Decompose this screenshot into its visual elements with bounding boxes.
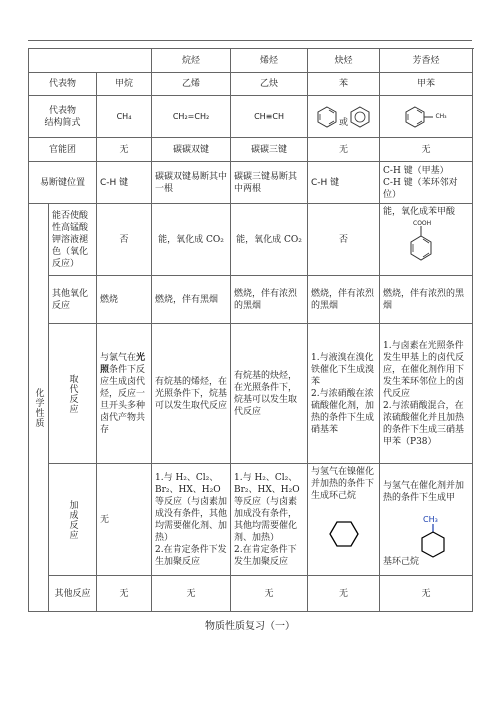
label-substitution — [49, 324, 97, 464]
substitution-label-text: 取代反应 — [67, 373, 78, 414]
cell-add-benzene — [308, 464, 380, 576]
label-formula: 代表物 结构简式 — [29, 96, 97, 138]
cell-bond-alkyne: 碳碳三键易断其中两根 — [231, 162, 308, 204]
cell-other-toluene: 无 — [380, 576, 473, 612]
label-bond-break: 易断键位置 — [29, 162, 97, 204]
cell-other-alkyne: 无 — [231, 576, 308, 612]
header-alkyne: 炔烃 — [308, 49, 380, 73]
add-toluene-tail: 基环己烷 — [383, 556, 420, 567]
header-alkene: 烯烃 — [231, 49, 308, 73]
cell-add-toluene — [380, 464, 473, 576]
cell-bond-alkene: 碳碳双键易断其中一根 — [152, 162, 231, 204]
cell-add-alkane: 无 — [97, 464, 152, 576]
cell-formula-alkyne: CH≡CH — [231, 96, 308, 138]
cell-rep-alkane: 甲烷 — [97, 73, 152, 96]
cell-sub-alkene: 有烷基的烯烃，在光照条件下，烷基可以发生取代反应 — [152, 324, 231, 464]
cell-kmno4-alkene: 能，氧化成 CO₂ — [152, 204, 231, 276]
cell-add-alkyne: 1.与 H₂、Cl₂、Br₂、HX、H₂O 等反应（与卤素加成没有条件，其他均需要催化剂、加热） 2.在肯定条件下发生加聚反应 — [231, 464, 308, 576]
or-text: 或 — [339, 117, 349, 128]
row-kmno4 — [29, 204, 473, 276]
cell-rep-benzene: 苯 — [308, 73, 380, 96]
cell-kmno4-toluene — [380, 204, 473, 276]
cell-formula-benzene — [308, 96, 380, 138]
cell-rep-alkyne: 乙炔 — [231, 73, 308, 96]
cell-kmno4-alkane: 否 — [97, 204, 152, 276]
cell-formula-alkane: CH₄ — [97, 96, 152, 138]
benzene-ring-icon — [349, 105, 371, 129]
label-chemical-properties — [29, 204, 49, 612]
cell-add-alkene: 1.与 H₂、Cl₂、Br₂、HX、H₂O 等反应（与卤素加成没有条件，其他均需要催化剂、加热） 2.在肯定条件下发生加聚反应 — [152, 464, 231, 576]
row-substitution — [29, 324, 473, 464]
row-addition — [29, 464, 473, 576]
cell-ox-alkyne: 燃烧，伴有浓烈的黑烟 — [231, 276, 308, 324]
label-representative: 代表物 — [29, 73, 97, 96]
comparison-table — [28, 48, 473, 612]
row-representative — [29, 73, 473, 96]
header-aromatic: 芳香烃 — [380, 49, 473, 73]
label-functional: 官能团 — [29, 138, 97, 162]
methyl-label: CH₃ — [423, 514, 438, 524]
cell-rep-alkene: 乙烯 — [152, 73, 231, 96]
toluene-icon — [405, 106, 435, 128]
benzene-kekule-icon — [316, 105, 338, 129]
addition-label-text: 加成反应 — [67, 499, 78, 540]
cell-sub-alkyne: 有烷基的炔烃，在光照条件下，烷基可以发生取代反应 — [231, 324, 308, 464]
cell-bond-benzene: C-H 键 — [308, 162, 380, 204]
cell-kmno4-alkyne: 能，氧化成 CO₂ — [231, 204, 308, 276]
row-formula — [29, 96, 473, 138]
cell-other-alkene: 无 — [152, 576, 231, 612]
cell-other-benzene: 无 — [308, 576, 380, 612]
row-functional — [29, 138, 473, 162]
cell-func-toluene: 无 — [380, 138, 473, 162]
row-other-reactions — [29, 576, 473, 612]
benzoic-acid-icon — [401, 224, 451, 266]
kmno4-toluene-text: 能，氧化成苯甲酸 — [383, 207, 456, 217]
benzoic-acid-structure — [383, 218, 469, 264]
cell-rep-toluene: 甲苯 — [380, 73, 473, 96]
cell-ox-alkane: 燃烧 — [97, 276, 152, 324]
top-rule — [28, 40, 472, 41]
chem-label-text: 化学性质 — [33, 387, 44, 428]
toluene-ch3: CH₃ — [435, 112, 447, 120]
cell-bond-alkane: C-H 键 — [97, 162, 152, 204]
header-alkane: 烷烃 — [152, 49, 231, 73]
label-other-ox: 其他氧化反应 — [49, 276, 97, 324]
label-kmno4: 能否使酸性高锰酸钾溶液褪色（氧化反应） — [49, 204, 97, 276]
cyclohexane-icon — [329, 520, 359, 548]
page-footer: 物质性质复习（一） — [205, 621, 295, 632]
row-bond-break — [29, 162, 473, 204]
cooh-label: COOH — [413, 220, 432, 227]
cell-sub-alkane — [97, 324, 152, 464]
cell-func-benzene: 无 — [308, 138, 380, 162]
row-other-oxidation — [29, 276, 473, 324]
label-other: 其他反应 — [49, 576, 97, 612]
header-row — [29, 49, 473, 73]
label-addition — [49, 464, 97, 576]
cell-ox-benzene: 燃烧，伴有浓烈的黑烟 — [308, 276, 380, 324]
add-benzene-text: 与氢气在镍催化并加热的条件下生成环己烷 — [311, 467, 375, 501]
corner-cell — [29, 49, 152, 73]
bold-light-condition: 光照 — [100, 352, 146, 375]
cell-sub-benzene: 1.与液溴在溴化铁催化下生成溴苯 2.与浓硝酸在浓硫酸催化剂，加热的条件下生成硝基苯 — [308, 324, 380, 464]
sub-alkane-text: 与氯气在光照条件下反应生成卤代烃，反应一旦开头多种卤代产物共存 — [100, 352, 146, 435]
cell-formula-toluene — [380, 96, 473, 138]
cell-func-alkene: 碳碳双键 — [152, 138, 231, 162]
cell-other-alkane: 无 — [97, 576, 152, 612]
cell-sub-toluene: 1.与卤素在光照条件发生甲基上的卤代反应，在催化剂作用下发生苯环邻位上的卤代反应 2.与浓硝酸混合，在浓硫酸催化并且加热的条件下生成三硝基甲苯（P38） — [380, 324, 473, 464]
cell-ox-alkene: 燃烧，伴有黑烟 — [152, 276, 231, 324]
cell-func-alkyne: 碳碳三键 — [231, 138, 308, 162]
cell-kmno4-benzene: 否 — [308, 204, 380, 276]
cell-ox-toluene: 燃烧，伴有浓烈的黑烟 — [380, 276, 473, 324]
cell-func-alkane: 无 — [97, 138, 152, 162]
cell-formula-alkene: CH₂=CH₂ — [152, 96, 231, 138]
add-toluene-text: 与氢气在催化剂并加热的条件下生成甲 — [383, 480, 465, 503]
cell-bond-toluene: C-H 键（甲基） C-H 键（苯环邻对位） — [380, 162, 473, 204]
